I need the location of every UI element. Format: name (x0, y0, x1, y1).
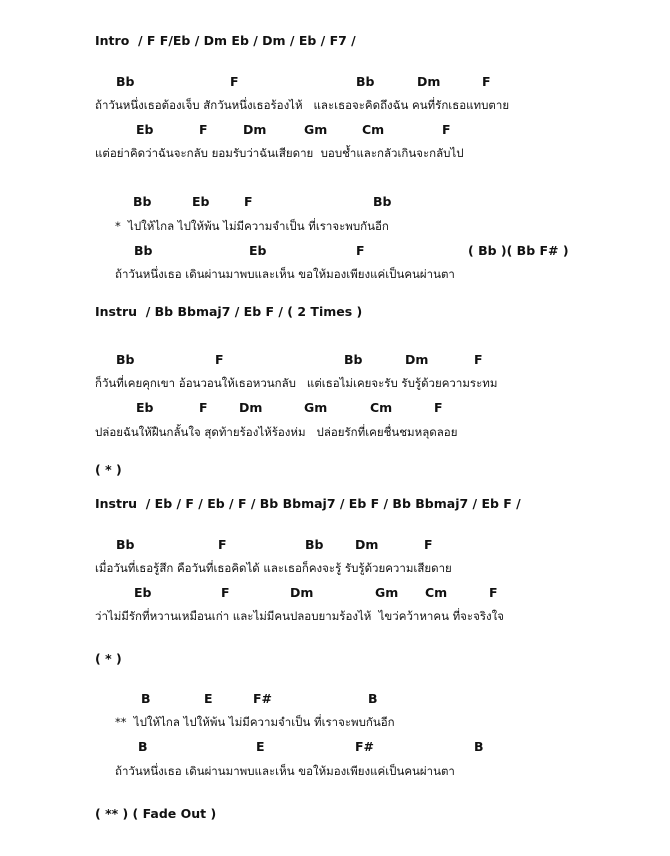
chord: F (199, 400, 208, 415)
chord: F# (253, 691, 273, 706)
lyric-line: ** ไปให้ไกล ไปให้พ้น ไม่มีความจำเป็น ที่เราจะพบกันอีก (115, 715, 395, 729)
lyric-line: ถ้าวันหนึ่งเธอ เดินผ่านมาพบและเห็น ขอให้มองเพียงแค่เป็นคนผ่านตา (115, 267, 455, 281)
chord: Dm (405, 352, 429, 367)
chord: F (215, 352, 224, 367)
chord: Eb (136, 122, 154, 137)
chorus-reference: ( * ) (95, 462, 122, 477)
chord: Dm (355, 537, 379, 552)
chord: Bb (133, 194, 152, 209)
lyric-line: ถ้าวันหนึ่งเธอ เดินผ่านมาพบและเห็น ขอให้มองเพียงแค่เป็นคนผ่านตา (115, 764, 455, 778)
chord: F (474, 352, 483, 367)
chord: Eb (192, 194, 210, 209)
chord: Gm (375, 585, 399, 600)
lyric-line: ก็วันที่เคยคุกเขา อ้อนวอนให้เธอหวนกลับ แต่เธอไม่เคยจะรับ รับรู้ด้วยความระทม (95, 376, 498, 390)
chord: F (199, 122, 208, 137)
chord: F (424, 537, 433, 552)
chord: Eb (136, 400, 154, 415)
chord: Gm (304, 122, 328, 137)
chord: B (474, 739, 484, 754)
chorus-reference: ( * ) (95, 651, 122, 666)
chord: Dm (290, 585, 314, 600)
chord: F (230, 74, 239, 89)
chord: Bb (356, 74, 375, 89)
chord: Bb (373, 194, 392, 209)
lyric-line: ถ้าวันหนึ่งเธอต้องเจ็บ สักวันหนึ่งเธอร้องไห้ และเธอจะคิดถึงฉัน คนที่รักเธอแทบตาย (95, 98, 510, 112)
chord: F (244, 194, 253, 209)
chord: F (482, 74, 491, 89)
chord: Eb (134, 585, 152, 600)
chord: Bb (116, 537, 135, 552)
chord: Dm (417, 74, 441, 89)
chord: F# (355, 739, 375, 754)
chord: B (141, 691, 151, 706)
chord: F (442, 122, 451, 137)
chord: Bb (305, 537, 324, 552)
chord: Cm (425, 585, 448, 600)
chord: F (489, 585, 498, 600)
chord: B (368, 691, 378, 706)
instrumental-line: Instru / Eb / F / Eb / F / Bb Bbmaj7 / Eb F / Bb Bbmaj7 / Eb F / (95, 496, 521, 511)
lyric-line: ปล่อยฉันให้ฝืนกลั้นใจ สุดท้ายร้องไห้ร้องห่ม ปล่อยรักที่เคยชื่นชมหลุดลอย (95, 425, 458, 439)
chord: Gm (304, 400, 328, 415)
chord: Bb (116, 74, 135, 89)
chord: F (218, 537, 227, 552)
chord: Bb (116, 352, 135, 367)
chord: F (221, 585, 230, 600)
chord: F (434, 400, 443, 415)
instrumental-line: Instru / Bb Bbmaj7 / Eb F / ( 2 Times ) (95, 304, 363, 319)
intro-line: Intro / F F/Eb / Dm Eb / Dm / Eb / F7 / (95, 33, 356, 48)
chord: Dm (239, 400, 263, 415)
lyric-line: ว่าไม่มีรักที่หวานเหมือนเก่า และไม่มีคนปลอบยามร้องไห้ ไขว่คว้าหาคน ที่จะจริงใจ (95, 609, 504, 623)
lyric-line: * ไปให้ไกล ไปให้พ้น ไม่มีความจำเป็น ที่เราจะพบกันอีก (115, 219, 389, 233)
chord: F (356, 243, 365, 258)
chord: Bb (134, 243, 153, 258)
ending-line: ( ** ) ( Fade Out ) (95, 806, 217, 821)
chord: Cm (370, 400, 393, 415)
chord: B (138, 739, 148, 754)
chord: Dm (243, 122, 267, 137)
chord: Cm (362, 122, 385, 137)
lyric-line: เมื่อวันที่เธอรู้สึก คือวันที่เธอคิดได้ และเธอก็คงจะรู้ รับรู้ด้วยความเสียดาย (95, 561, 452, 575)
chord: ( Bb )( Bb F# ) (468, 243, 569, 258)
chord: E (256, 739, 265, 754)
chord: E (204, 691, 213, 706)
chord: Eb (249, 243, 267, 258)
chord: Bb (344, 352, 363, 367)
lyric-line: แต่อย่าคิดว่าฉันจะกลับ ยอมรับว่าฉันเสียดาย บอบช้ำและกลัวเกินจะกลับไป (95, 146, 464, 160)
